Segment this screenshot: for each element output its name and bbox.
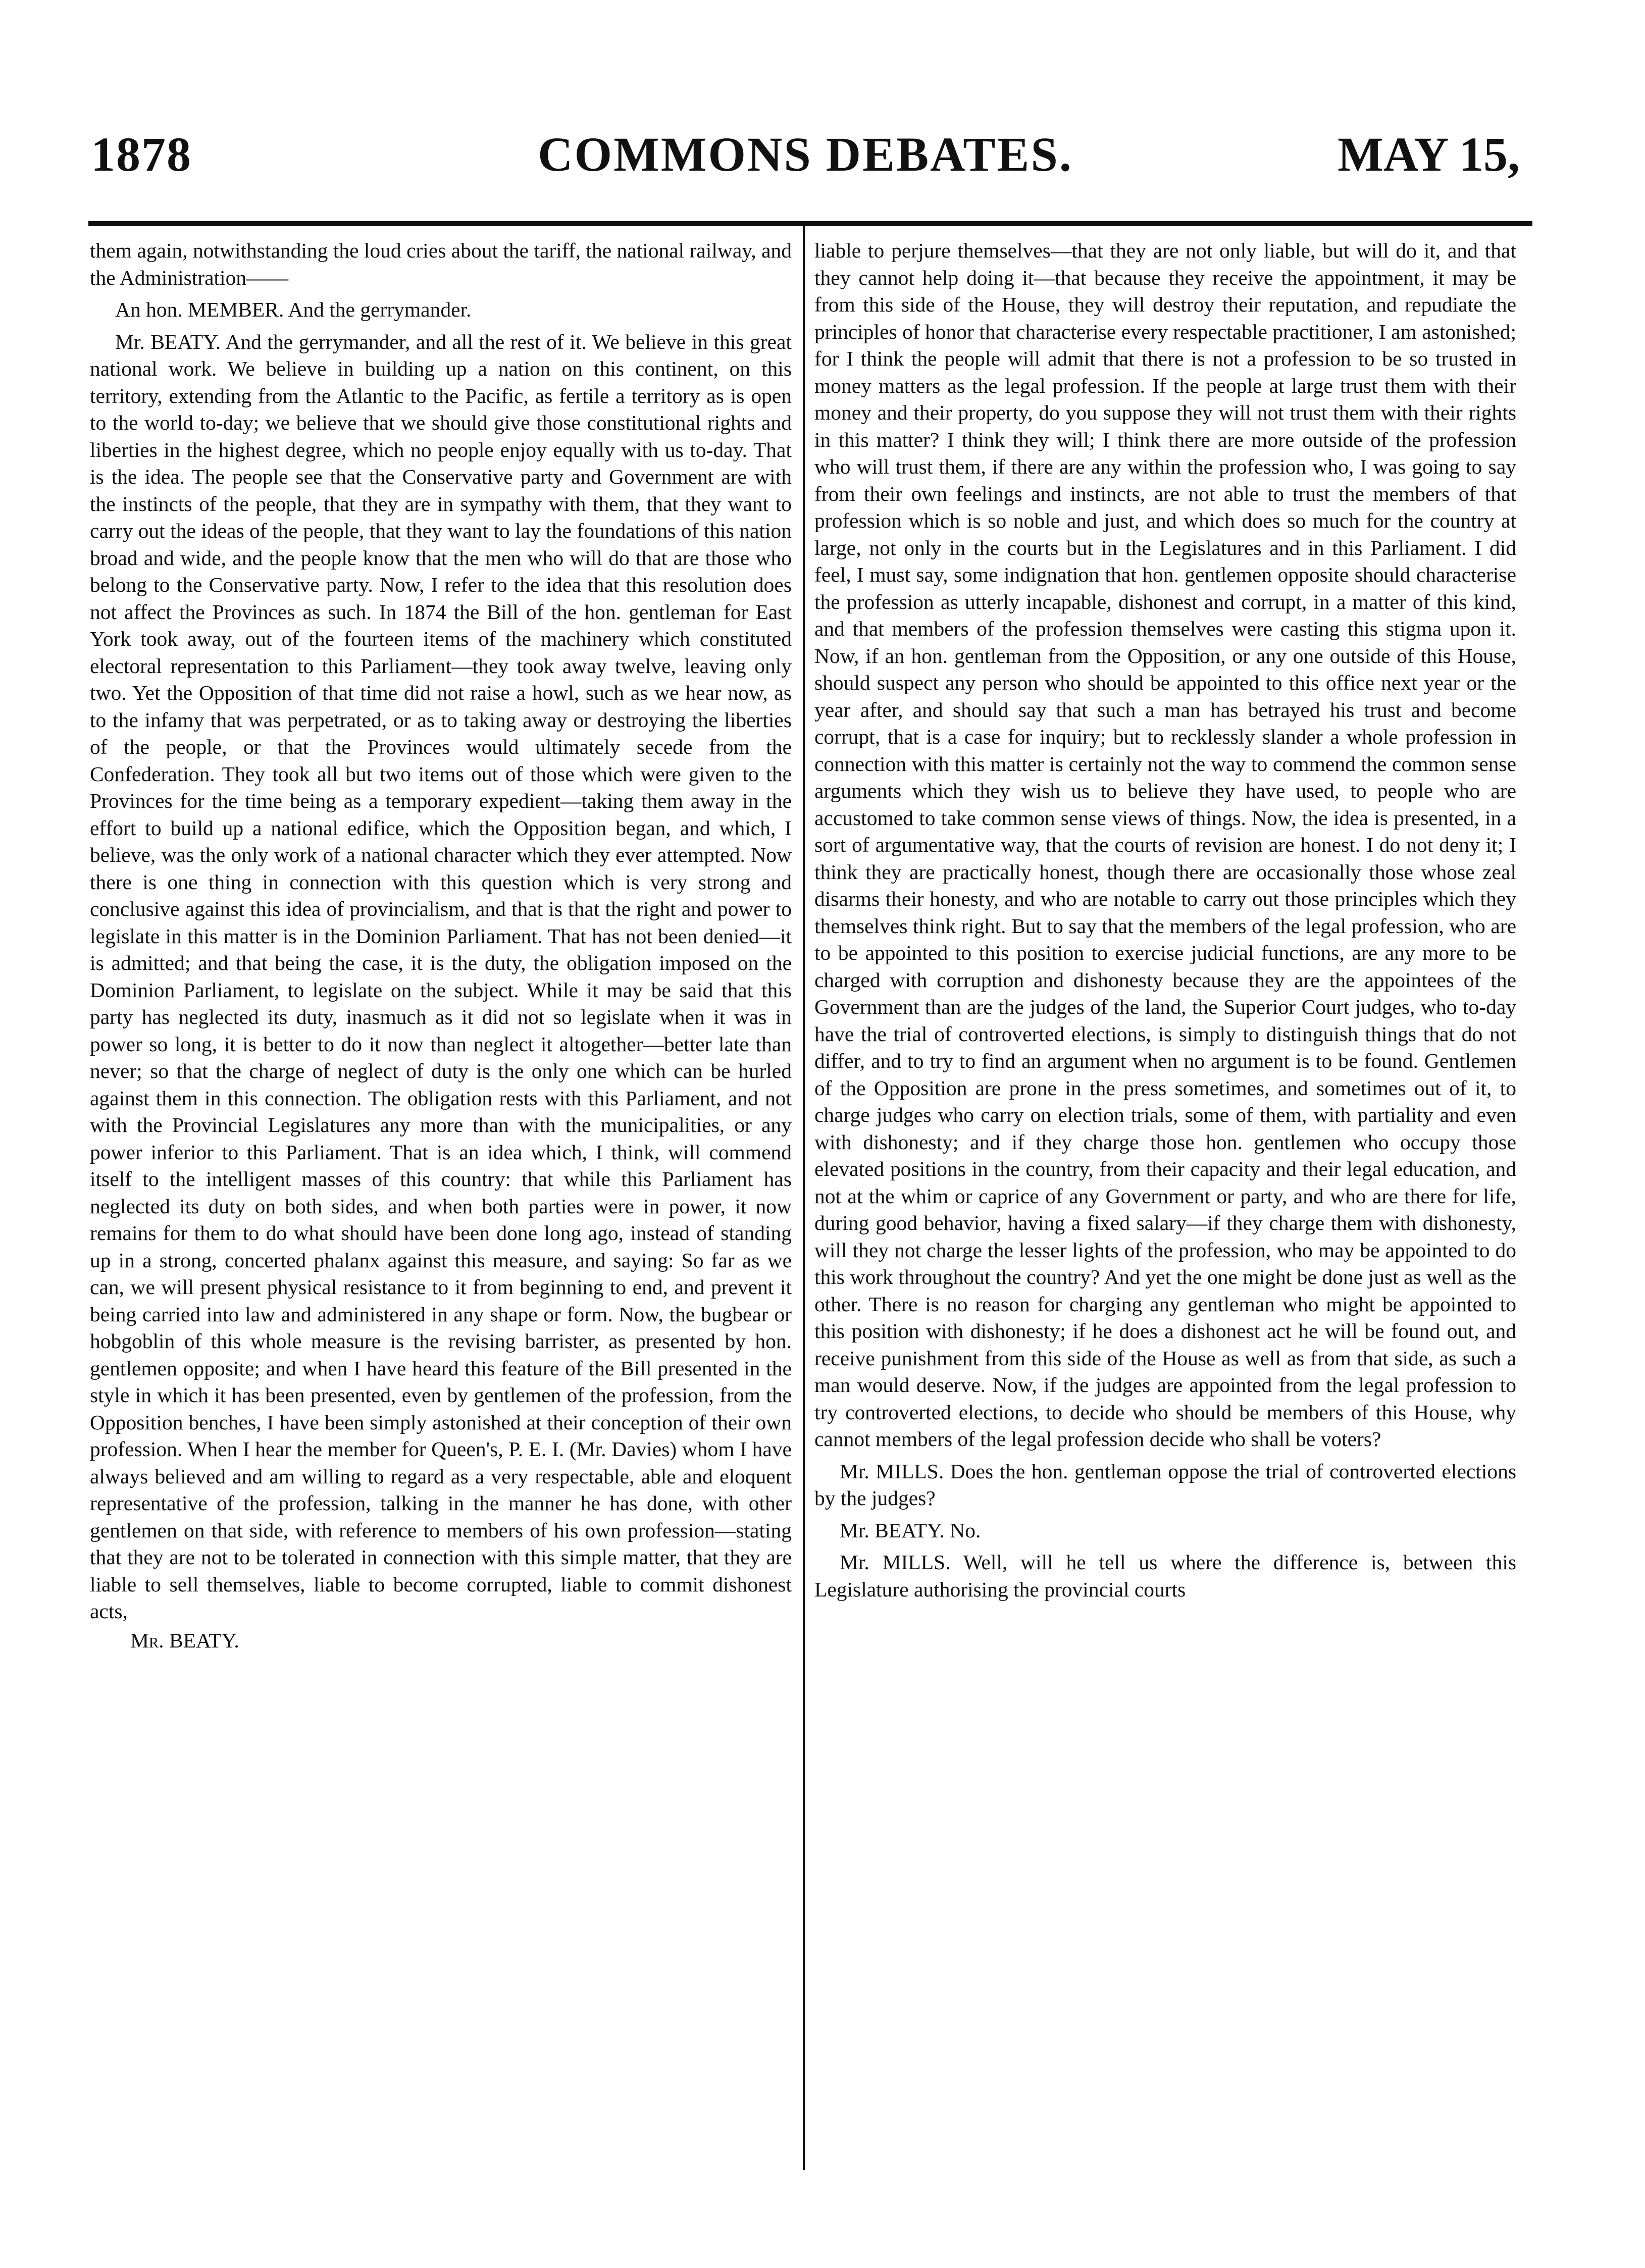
right-column [814,237,1516,1603]
page-number: 1878 [91,127,192,181]
paragraph: them again, notwithstanding the loud cries about the tariff, the national railway, and the Administration—— [90,239,792,289]
paragraph: Mr. MILLS. Well, will he tell us where the difference is, between this Legislature authorising the provincial courts [814,1551,1516,1601]
column-divider [803,226,805,2170]
paragraph: Mr. MILLS. Does the hon. gentleman oppose the trial of controverted elections by the judges? [814,1459,1516,1510]
paragraph: Mr. BEATY. No. [840,1518,981,1542]
paragraph: An hon. MEMBER. And the gerrymander. [115,298,472,321]
header-rule [88,221,1532,226]
speaker-footer: Mr. BEATY. [130,1628,239,1652]
left-column [90,237,792,1654]
paragraph: Mr. BEATY. And the gerrymander, and all the rest of it. We believe in this great national work. We believe in building up a nation on this continent, on this territory, extending from the Atlantic to the Pacific, as fertile a territory as is open to the world to-day; we believe that we should give those constitutional rights and liberties in the highest degree, which no people enjoy equally with us to-day. That is the idea. The people see that the Conservative party and Government are with the instincts of the people, that they are in sympathy with them, that they want to carry out the ideas of the people, that they want to lay the foundations of this nation broad and wide, and the people know that the men who will do that are those who belong to the Conservative party. Now, I refer to the idea that this resolution does not affect the Provinces as such. In 1874 the Bill of the hon. gentleman for East York took away, out of the fourteen items of the machinery which constituted electoral representation to this Parliament—they took away twelve, leaving only two. Yet the Opposition of that time did not raise a howl, such as we hear now, as to the infamy that was perpetrated, or as to taking away or destroying the liberties of the people, or that the Provinces would ultimately secede from the Confederation. They took all but two items out of those which were given to the Provinces for the time being as a temporary expedient—taking them away in the effort to build up a national edifice, which the Opposition began, and which, I believe, was the only work of a national character which they ever attempted. Now there is one thing in connection with this question which is very strong and conclusive against this idea of provincialism, and that is that the right and power to legislate in this matter is in the Dominion Parliament. That has not been denied—it is admitted; and that being the case, it is the duty, the obligation imposed on the Dominion Parliament, to legislate on the subject. While it may be said that this party has neglected its duty, inasmuch as it did not so legislate when it was in power so long, it is better to do it now than neglect it altogether—better late than never; so that the charge of neglect of duty is the only one which can be hurled against them in this connection. The obligation rests with this Parliament, and not with the Provincial Legislatures any more than with the municipalities, or any power inferior to this Parliament. That is an idea which, I think, will commend itself to the intelligent masses of this country: that while this Parliament has neglected its duty on both sides, and when both parties were in power, it now remains for them to do what should have been done long ago, instead of standing up in a strong, concerted phalanx against this measure, and saying: So far as we can, we will present physical resistance to it from beginning to end, and prevent it being carried into law and administered in any shape or form. Now, the bugbear or hobgoblin of this whole measure is the revising barrister, as presented by hon. gentlemen opposite; and when I have heard this feature of the Bill presented in the style in which it has been presented, even by gentlemen of the profession, from the Opposition benches, I have been simply astonished at their conception of their own profession. When I hear the member for Queen's, P. E. I. (Mr. Davies) whom I have always believed and am willing to regard as a very respectable, able and eloquent representative of the profession, talking in the manner he has done, with other gentlemen on that side, with reference to members of his own profession—stating that they are not to be tolerated in connection with this simple matter, that they are liable to sell themselves, liable to become corrupted, liable to commit dishonest acts, [90,330,792,1623]
publication-title: COMMONS DEBATES. [538,127,1073,181]
page-header [91,126,1520,192]
page-date: MAY 15, [1338,127,1520,181]
paragraph: liable to perjure themselves—that they are not only liable, but will do it, and that they cannot help doing it—that because they receive the appointment, it may be from this side of the House, they will destroy their reputation, and repudiate the principles of honor that characterise every respectable practitioner, I am astonished; for I think the people will admit that there is not a profession to be so trusted in money matters as the legal profession. If the people at large trust them with their money and their property, do you suppose they will not trust them with their rights in this matter? I think they will; I think there are more outside of the profession who will trust them, if there are any within the profession who, I was going to say from their own feelings and instincts, are not able to trust the members of that profession which is so noble and just, and which does so much for the country at large, not only in the courts but in the Legislatures and in this Parliament. I did feel, I must say, some indignation that hon. gentlemen opposite should characterise the profession as utterly incapable, dishonest and corrupt, in a matter of this kind, and that members of the profession themselves were casting this stigma upon it. Now, if an hon. gentleman from the Opposition, or any one outside of this House, should suspect any person who should be appointed to this office next year or the year after, and should say that such a man has betrayed his trust and become corrupt, that is a case for inquiry; but to recklessly slander a whole profession in connection with this matter is certainly not the way to commend the common sense arguments which they wish us to believe they have used, to people who are accustomed to take common sense views of things. Now, the idea is presented, in a sort of argumentative way, that the courts of revision are honest. I do not deny it; I think they are practically honest, though there are occasionally those whose zeal disarms their honesty, and who are notable to carry out those principles which they themselves think right. But to say that the members of the legal profession, who are to be appointed to this position to exercise judicial functions, are any more to be charged with corruption and dishonesty because they are the appointees of the Government than are the judges of the land, the Superior Court judges, who to-day have the trial of controverted elections, is simply to distinguish things that do not differ, and to try to find an argument when no argument is to be found. Gentlemen of the Opposition are prone in the press sometimes, and sometimes out of it, to charge judges who carry on election trials, some of them, with partiality and even with dishonesty; and if they charge those hon. gentlemen who occupy those elevated positions in the country, from their capacity and their legal education, and not at the whim or caprice of any Government or party, and who are there for life, during good behavior, having a fixed salary—if they charge them with dishonesty, will they not charge the lesser lights of the profession, who may be appointed to do this work throughout the country? And yet the one might be done just as well as the other. There is no reason for charging any gentleman who might be appointed to this position with dishonesty; if he does a dishonest act he will be found out, and receive punishment from this side of the House as well as from that side, as such a man would deserve. Now, if the judges are appointed from the legal profession to try controverted elections, to decide who should be members of this House, why cannot members of the legal profession decide who shall be voters? [814,239,1516,1451]
